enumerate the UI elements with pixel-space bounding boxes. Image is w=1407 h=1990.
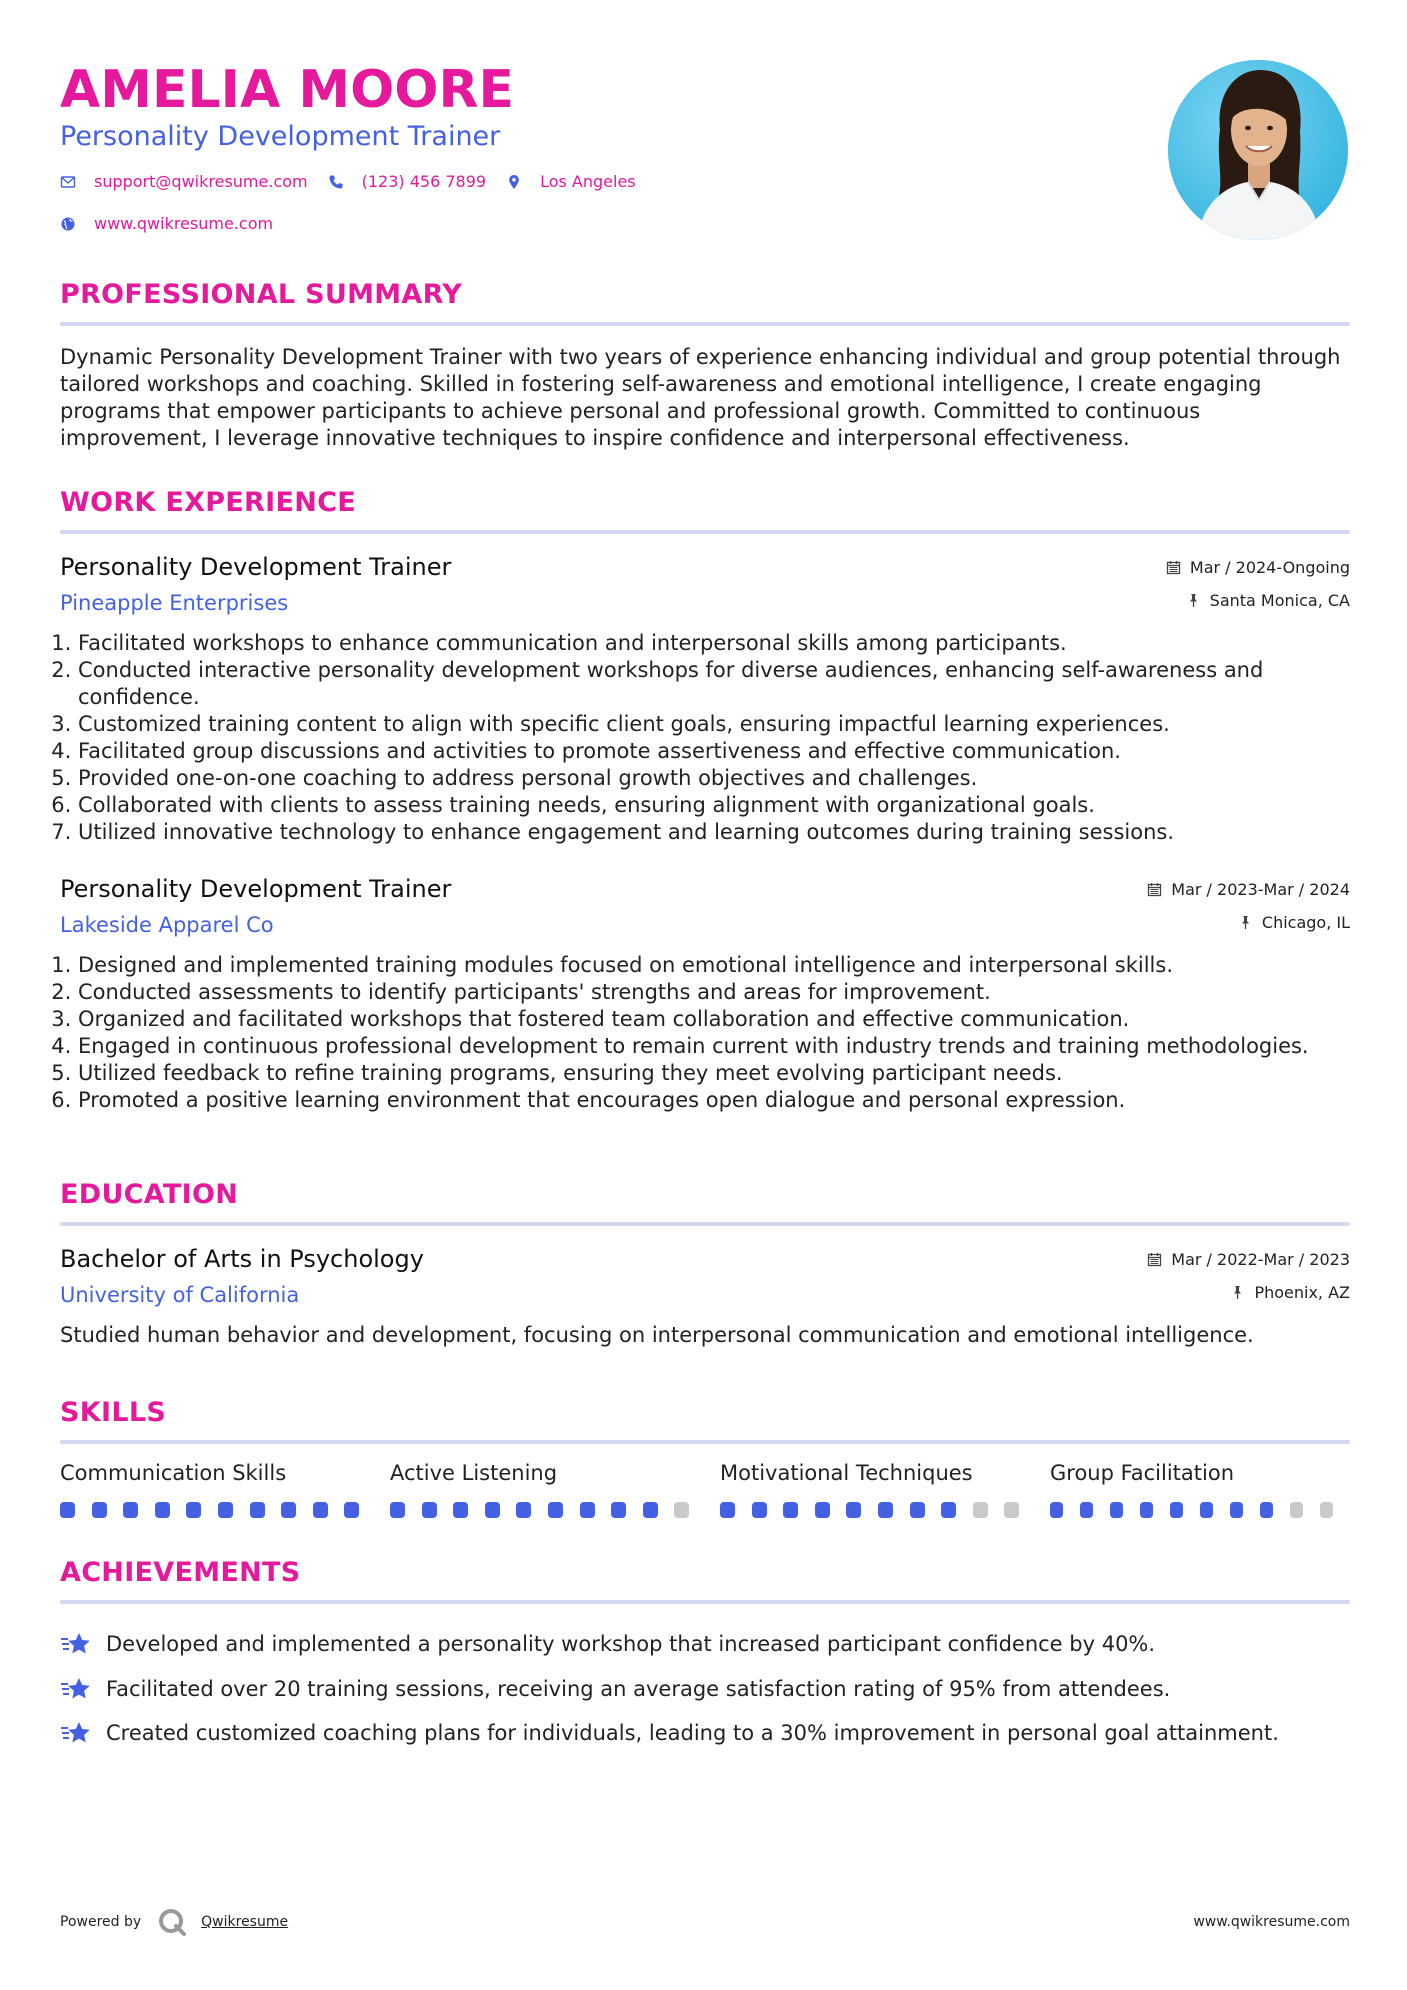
skill-dot-filled: [1050, 1502, 1063, 1518]
summary-text: Dynamic Personality Development Trainer with two years of experience enhancing individual and group potential through tailored workshops and coaching. Skilled in fostering self-awareness and emotional intelligence, I create engaging programs that empower participants to achieve personal and professional growth. Committed to continuous improvement, I leverage innovative techniques to inspire confidence and interpersonal effectiveness.: [60, 345, 1341, 450]
skill-dot-filled: [752, 1502, 767, 1518]
job-location-text: Chicago, IL: [1261, 913, 1350, 932]
skill-dot-filled: [1230, 1502, 1243, 1518]
skill-item: [390, 1460, 720, 1518]
contact-location: [506, 172, 636, 191]
pushpin-icon: [1186, 593, 1201, 608]
experience-section: [60, 486, 1350, 1114]
skill-dot-filled: [123, 1502, 138, 1518]
list-item: 5. Provided one-on-one coaching to address personal growth objectives and challenges.: [78, 765, 1350, 792]
education-description: Studied human behavior and development, focusing on interpersonal communication and emotional intelligence.: [60, 1323, 1254, 1347]
skill-dot-filled: [281, 1502, 296, 1518]
list-item: 2. Conducted interactive personality development workshops for diverse audiences, enhancing self-awareness and confidence.: [78, 657, 1350, 711]
job-location: [1186, 591, 1350, 610]
job-date: [1166, 558, 1350, 577]
skill-dot-filled: [910, 1502, 925, 1518]
contact-email[interactable]: [60, 172, 308, 191]
achievements-heading: ACHIEVEMENTS: [60, 1557, 301, 1588]
skill-item: [720, 1460, 1050, 1518]
job-bullets: [60, 952, 1350, 1114]
star-icon: [60, 1675, 92, 1703]
list-item: [60, 1667, 1350, 1712]
skill-dot-filled: [1110, 1502, 1123, 1518]
school: University of California: [60, 1283, 300, 1307]
skill-dot-filled: [548, 1502, 563, 1518]
section-divider: [60, 1440, 1350, 1444]
section-divider: [60, 322, 1350, 326]
skill-dot-filled: [1170, 1502, 1183, 1518]
education-entry: [60, 1244, 1350, 1349]
skill-dot-filled: [218, 1502, 233, 1518]
resume-page: [60, 0, 1350, 1990]
achievements-list: [60, 1622, 1350, 1756]
job-company: Pineapple Enterprises: [60, 591, 289, 615]
skill-dot-filled: [186, 1502, 201, 1518]
skill-dot-empty: [1320, 1502, 1333, 1518]
list-item: [60, 1622, 1350, 1667]
list-item: 4. Engaged in continuous professional development to remain current with industry trends and training methodologies.: [78, 1033, 1350, 1060]
list-item: 7. Utilized innovative technology to enhance engagement and learning outcomes during training sessions.: [78, 819, 1350, 846]
job-role: Personality Development Trainer: [60, 553, 452, 581]
list-item: 6. Promoted a positive learning environment that encourages open dialogue and personal expression.: [78, 1087, 1350, 1114]
job-location: [1238, 913, 1350, 932]
skill-dot-filled: [941, 1502, 956, 1518]
skill-dot-filled: [1080, 1502, 1093, 1518]
globe-icon: [60, 216, 76, 232]
envelope-icon: [60, 174, 76, 190]
skill-rating: [390, 1502, 720, 1518]
skills-row: [60, 1460, 1350, 1518]
calendar-icon: [1166, 560, 1181, 575]
skill-dot-empty: [973, 1502, 988, 1518]
skill-dot-filled: [846, 1502, 861, 1518]
phone-text[interactable]: (123) 456 7899: [361, 172, 487, 191]
skill-dot-filled: [92, 1502, 107, 1518]
summary-heading: PROFESSIONAL SUMMARY: [60, 279, 463, 310]
skill-dot-filled: [1260, 1502, 1273, 1518]
skill-item: [60, 1460, 390, 1518]
star-icon: [60, 1630, 92, 1658]
list-item: 4. Facilitated group discussions and activities to promote assertiveness and effective communication.: [78, 738, 1350, 765]
powered-by-label: Powered by: [60, 1914, 142, 1930]
job-date-text: Mar / 2024-Ongoing: [1189, 558, 1350, 577]
map-marker-icon: [506, 174, 522, 190]
skill-dot-filled: [580, 1502, 595, 1518]
skill-dot-empty: [674, 1502, 689, 1518]
list-item: 5. Utilized feedback to refine training programs, ensuring they meet evolving participant needs.: [78, 1060, 1350, 1087]
skill-dot-empty: [1290, 1502, 1303, 1518]
skill-dot-filled: [313, 1502, 328, 1518]
job-date-text: Mar / 2023-Mar / 2024: [1171, 880, 1350, 899]
skills-heading: SKILLS: [60, 1397, 167, 1428]
contact-row-website: [60, 214, 293, 233]
profile-photo: [1168, 60, 1348, 240]
skill-dot-filled: [344, 1502, 359, 1518]
location-text: Los Angeles: [540, 172, 636, 191]
footer-url[interactable]: www.qwikresume.com: [1193, 1914, 1350, 1930]
contact-row: [60, 172, 656, 191]
achievement-text: Facilitated over 20 training sessions, receiving an average satisfaction rating of 95% from attendees.: [106, 1676, 1171, 1701]
list-item: 1. Facilitated workshops to enhance communication and interpersonal skills among participants.: [78, 630, 1350, 657]
skill-dot-filled: [783, 1502, 798, 1518]
skill-dot-filled: [155, 1502, 170, 1518]
qwikresume-logo-icon: [157, 1907, 187, 1937]
list-item: 3. Customized training content to align with specific client goals, ensuring impactful learning experiences.: [78, 711, 1350, 738]
website-text[interactable]: www.qwikresume.com: [94, 214, 274, 233]
job-location-text: Santa Monica, CA: [1209, 591, 1350, 610]
calendar-icon: [1147, 1252, 1162, 1267]
footer: [60, 1897, 1350, 1937]
brand-link[interactable]: Qwikresume: [201, 1914, 289, 1930]
skill-dot-filled: [250, 1502, 265, 1518]
skill-rating: [1050, 1502, 1350, 1518]
section-divider: [60, 1600, 1350, 1604]
skill-dot-filled: [485, 1502, 500, 1518]
list-item: 1. Designed and implemented training modules focused on emotional intelligence and interpersonal skills.: [78, 952, 1350, 979]
education-section: [60, 1178, 1350, 1349]
education-date-text: Mar / 2022-Mar / 2023: [1171, 1250, 1350, 1269]
section-divider: [60, 530, 1350, 534]
skills-section: [60, 1396, 1350, 1518]
skill-name: Motivational Techniques: [720, 1461, 973, 1485]
candidate-title: Personality Development Trainer: [60, 121, 501, 152]
education-heading: EDUCATION: [60, 1179, 239, 1210]
job-company: Lakeside Apparel Co: [60, 913, 274, 937]
skill-name: Active Listening: [390, 1461, 558, 1485]
skill-rating: [60, 1502, 390, 1518]
job-entry: [60, 552, 1350, 846]
job-role: Personality Development Trainer: [60, 875, 452, 903]
skill-dot-filled: [611, 1502, 626, 1518]
contact-website[interactable]: [60, 214, 273, 233]
skill-dot-filled: [720, 1502, 735, 1518]
skill-dot-filled: [1200, 1502, 1213, 1518]
email-text[interactable]: support@qwikresume.com: [94, 172, 308, 191]
candidate-name: AMELIA MOORE: [60, 60, 515, 120]
education-location: [1230, 1283, 1350, 1302]
skill-item: [1050, 1460, 1350, 1518]
pushpin-icon: [1230, 1285, 1245, 1300]
skill-dot-filled: [453, 1502, 468, 1518]
achievement-text: Created customized coaching plans for individuals, leading to a 30% improvement in personal goal attainment.: [106, 1721, 1279, 1746]
achievements-section: [60, 1556, 1350, 1756]
skill-dot-filled: [422, 1502, 437, 1518]
skill-name: Group Facilitation: [1050, 1461, 1235, 1485]
job-bullets: [60, 630, 1350, 846]
skill-name: Communication Skills: [60, 1461, 287, 1485]
experience-heading: WORK EXPERIENCE: [60, 487, 356, 518]
skill-dot-filled: [390, 1502, 405, 1518]
education-location-text: Phoenix, AZ: [1254, 1283, 1350, 1302]
star-icon: [60, 1719, 92, 1747]
pushpin-icon: [1238, 915, 1253, 930]
job-date: [1147, 880, 1350, 899]
skill-rating: [720, 1502, 1050, 1518]
phone-icon: [328, 174, 344, 190]
degree: Bachelor of Arts in Psychology: [60, 1245, 424, 1273]
achievement-text: Developed and implemented a personality workshop that increased participant confidence by 40%.: [106, 1632, 1156, 1657]
list-item: 2. Conducted assessments to identify participants' strengths and areas for improvement.: [78, 979, 1350, 1006]
job-entry: [60, 874, 1350, 1114]
skill-dot-empty: [1004, 1502, 1019, 1518]
skill-dot-filled: [643, 1502, 658, 1518]
skill-dot-filled: [516, 1502, 531, 1518]
section-divider: [60, 1222, 1350, 1226]
skill-dot-filled: [878, 1502, 893, 1518]
list-item: [60, 1711, 1350, 1756]
skill-dot-filled: [60, 1502, 75, 1518]
list-item: 6. Collaborated with clients to assess training needs, ensuring alignment with organizational goals.: [78, 792, 1350, 819]
contact-phone[interactable]: [328, 172, 486, 191]
education-date: [1147, 1250, 1350, 1269]
skill-dot-filled: [815, 1502, 830, 1518]
skill-dot-filled: [1140, 1502, 1153, 1518]
calendar-icon: [1147, 882, 1162, 897]
summary-section: [60, 278, 1350, 452]
resume-header: [60, 60, 1350, 260]
powered-by: [60, 1907, 288, 1937]
list-item: 3. Organized and facilitated workshops that fostered team collaboration and effective communication.: [78, 1006, 1350, 1033]
